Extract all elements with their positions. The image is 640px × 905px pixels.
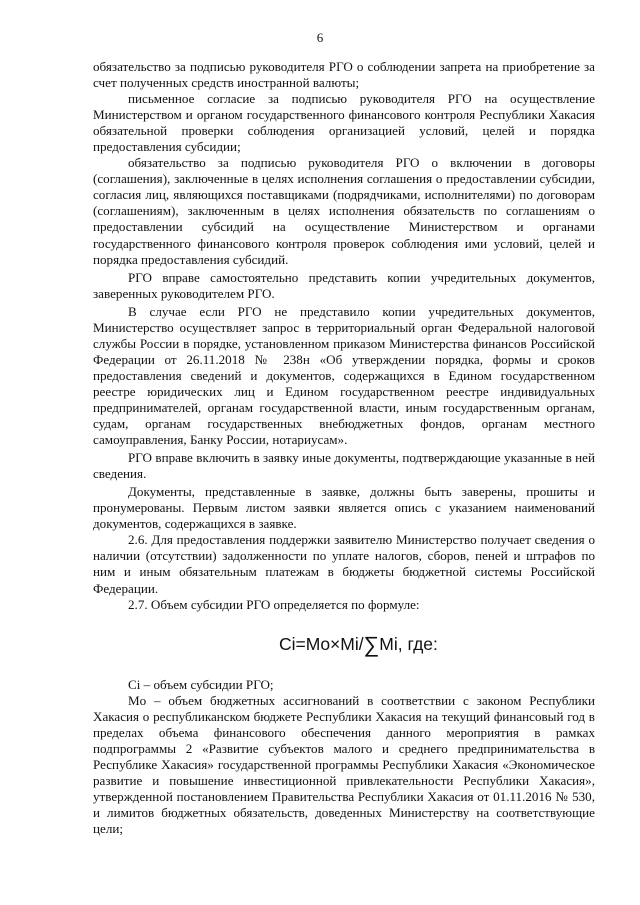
paragraph-tax-service-request: В случае если РГО не представило копии учредительных документов, Министерство осуществляет запрос в территориальный орган Федеральной налоговой службы России в порядке, установленном приказом Министерства финансов Российской Федерации от 26.11.2018 № 238н «Об утверждении порядка, формы и сроков предоставления сведений и документов, содержащихся в Едином государственном реестре юридических лиц и Едином государственном реестре индивидуальных предпринимателей, органам государственной власти, иным государственным органам, судам, органам государственных внебюджетных фондов, органам местного самоуправления, Банку России, нотариусам». xyxy=(93,303,595,448)
definition-mo: Mo – объем бюджетных ассигнований в соответствии с законом Республики Хакасия о республиканском бюджете Республики Хакасия на текущий финансовый год в пределах объема финансового обеспечения данного мероприятия в рамках подпрограммы 2 «Развитие субъектов малого и среднего предпринимательства в Республике Хакасия» государственной программы Республики Хакасия «Экономическое развитие и повышение инвестиционной привлекательности Республики Хакасия», утвержденной постановлением Правительства Республики Хакасия от 01.11.2016 № 530, и лимитов бюджетных обязательств, доведенных Министерству на соответствующие цели; xyxy=(93,692,595,837)
sum-sign: ∑ xyxy=(363,631,380,657)
paragraph-document-certification: Документы, представленные в заявке, должны быть заверены, прошиты и пронумерованы. Первым листом заявки является опись с указанием наименований документов, содержащихся в заявке. xyxy=(93,484,595,532)
paragraph-other-documents: РГО вправе включить в заявку иные документы, подтверждающие указанные в ней сведения. xyxy=(93,450,595,482)
formula-right: Mi, где: xyxy=(379,633,438,654)
page-number: 6 xyxy=(316,30,324,45)
paragraph-consent-inspection: письменное согласие за подписью руководителя РГО на осуществление Министерством и органом государственного финансового контроля Республики Хакасия обязательной проверки соблюдения организацией условий, целей и порядка предоставления субсидии; xyxy=(93,91,595,155)
paragraph-section-2-7: 2.7. Объем субсидии РГО определяется по формуле: xyxy=(128,596,420,612)
document-body xyxy=(93,59,595,837)
paragraph-contract-obligation: обязательство за подписью руководителя РГО о включении в договоры (соглашения), заключенные в целях исполнения соглашения о предоставлении субсидии, согласия лиц, являющихся поставщиками (подрядчиками, исполнителями) по договорам (соглашениям), заключенным в целях исполнения обязательств по соглашениям о предоставлении субсидий на осуществление Министерством и органами государственного финансового контроля проверок соблюдения ими условий, целей и порядка предоставления субсидий. xyxy=(93,155,595,267)
definition-ci: Ci – объем субсидии РГО; xyxy=(128,676,274,692)
formula-left: Ci=Mo×Mi/ xyxy=(279,633,364,654)
paragraph-currency-ban: обязательство за подписью руководителя РГО о соблюдении запрета на приобретение за счет полученных средств иностранной валюты; xyxy=(93,59,595,91)
subsidy-formula xyxy=(93,631,595,658)
paragraph-section-2-6: 2.6. Для предоставления поддержки заявителю Министерство получает сведения о наличии (отсутствии) задолженности по уплате налогов, сборов, пеней и штрафов по ним и иным обязательным платежам в бюджеты бюджетной системы Российской Федерации. xyxy=(93,532,595,596)
paragraph-founding-documents: РГО вправе самостоятельно представить копии учредительных документов, заверенных руководителем РГО. xyxy=(93,269,595,301)
